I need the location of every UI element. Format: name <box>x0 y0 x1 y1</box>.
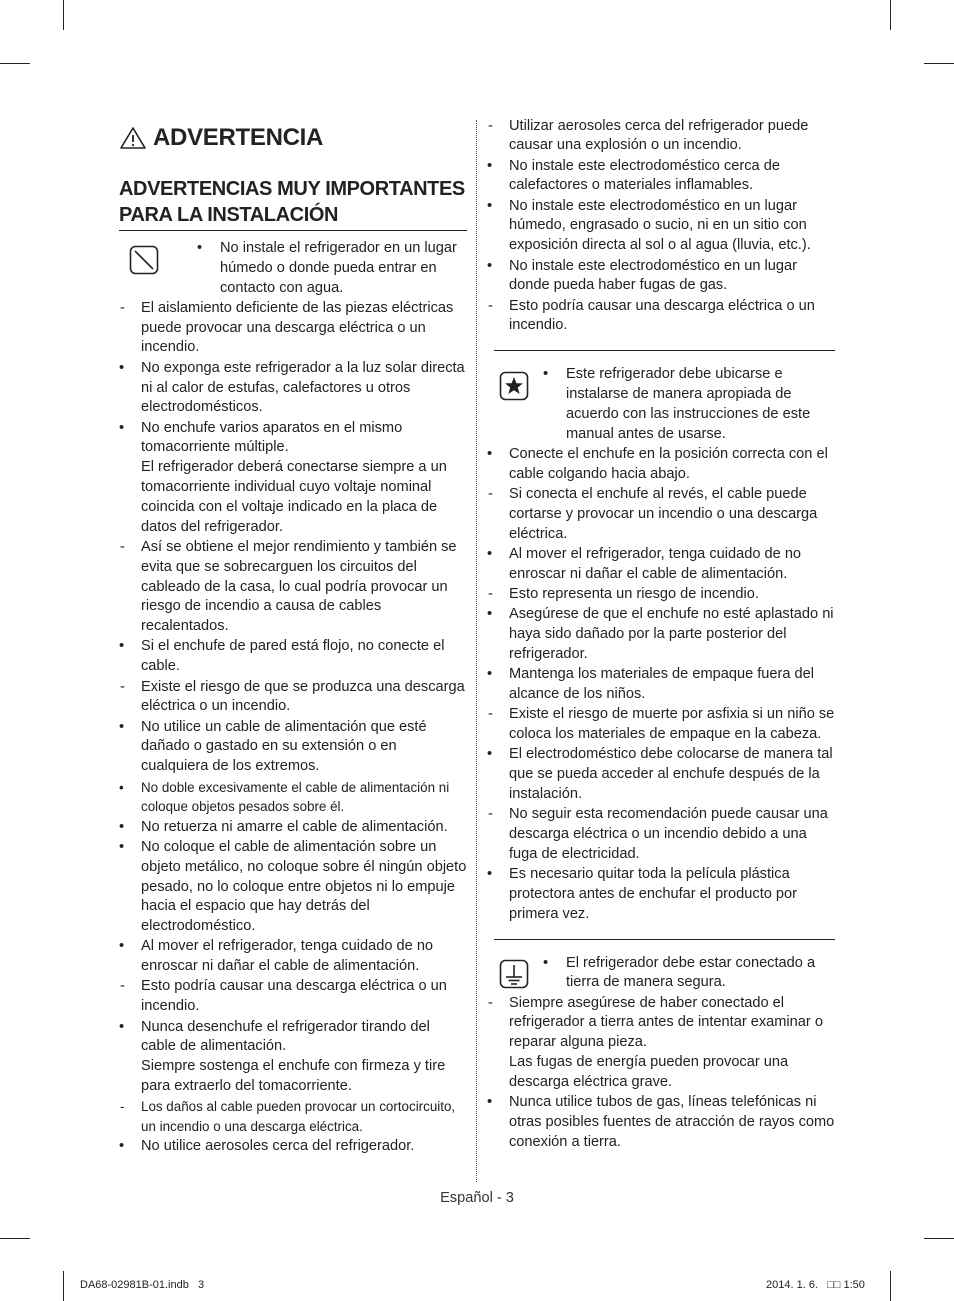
crop-mark <box>924 63 954 64</box>
list-item-text: Mantenga los materiales de empaque fuera del alcance de los niños. <box>509 666 815 703</box>
list-marker: - <box>488 117 493 134</box>
crop-mark <box>63 1271 64 1301</box>
list-item-text: El refrigerador deberá conectarse siempre a un tomacorriente individual cuyo voltaje nominal coincida con el voltaje indicado en la placa de datos del refrigerador. <box>141 459 447 535</box>
list-marker: - <box>120 678 125 695</box>
list-item-text: No instale este electrodoméstico cerca de calefactores o materiales inflamables. <box>509 157 780 194</box>
list-item <box>487 705 835 745</box>
list-item <box>487 257 835 297</box>
list-item-text: No instale este electrodoméstico en un lugar húmedo, engrasado o sucio, ni en un sitio con exposición directa al sol o al agua (lluvia, etc.). <box>509 197 811 254</box>
list-marker: - <box>120 1099 125 1115</box>
list-item <box>119 937 467 977</box>
crop-mark <box>890 0 891 30</box>
list-item-text: El electrodoméstico debe colocarse de manera tal que se pueda acceder al enchufe después de la instalación. <box>509 746 833 802</box>
list-item-text: Nunca desenchufe el refrigerador tirando del cable de alimentación. <box>141 1018 430 1055</box>
list-item <box>119 1018 467 1097</box>
list-item-text: No doble excesivamente el cable de alimentación ni coloque objetos pesados sobre él. <box>141 779 450 815</box>
list-marker: • <box>487 257 493 274</box>
list-marker: • <box>487 866 493 883</box>
list-item-text: Esto representa un riesgo de incendio. <box>509 586 759 603</box>
list-item-text: No seguir esta recomendación puede causar una descarga eléctrica o un incendio debido a una fuga de electricidad. <box>509 806 828 862</box>
list-item <box>487 197 835 256</box>
crop-mark <box>63 0 64 30</box>
list-item <box>487 665 835 705</box>
crop-mark <box>0 63 30 64</box>
ground-header <box>487 954 835 994</box>
page-number: Español - 3 <box>440 1190 514 1206</box>
list-marker: - <box>120 299 125 316</box>
list-item <box>119 977 467 1017</box>
list-marker: • <box>119 818 125 835</box>
list-item <box>487 157 835 197</box>
list-item <box>487 545 835 585</box>
list-item-text: Nunca utilice tubos de gas, líneas telefónicas ni otras posibles fuentes de atracción de rayos como conexión a tierra. <box>509 1094 835 1150</box>
list-item-text: Esto podría causar una descarga eléctrica o un incendio. <box>141 978 447 1015</box>
list-item <box>119 1137 467 1157</box>
right-top-list <box>487 117 835 337</box>
list-item: • Este refrigerador debe ubicarse e instalarse de manera apropiada de acuerdo con las instrucciones de este manual antes de usarse. <box>543 366 811 442</box>
left-column <box>119 122 467 1157</box>
section-title: ADVERTENCIAS MUY IMPORTANTES PARA LA INSTALACIÓN <box>119 176 467 231</box>
list-item <box>119 1097 467 1137</box>
crop-mark <box>890 1271 891 1301</box>
prohibition-icon <box>129 245 159 275</box>
list-marker: • <box>119 838 125 855</box>
list-item <box>119 637 467 677</box>
crop-mark <box>0 1238 30 1239</box>
slug-file: DA68-02981B-01.indb 3 <box>80 1279 205 1291</box>
list-item <box>487 605 835 664</box>
list-marker: • <box>487 746 493 763</box>
right-mid-list <box>487 445 835 925</box>
list-item-text: No enchufe varios aparatos en el mismo tomacorriente múltiple. <box>141 419 403 456</box>
list-item <box>487 1093 835 1152</box>
list-item <box>119 778 467 818</box>
list-item-text: No utilice aerosoles cerca del refrigerador. <box>141 1138 415 1155</box>
list-marker: • <box>119 779 124 795</box>
column-divider <box>476 120 477 1182</box>
list-item <box>119 359 467 418</box>
list-item <box>487 585 835 605</box>
list-item <box>119 299 467 358</box>
list-item-text: Siempre asegúrese de haber conectado el refrigerador a tierra antes de intentar examinar o reparar alguna pieza. <box>509 994 823 1051</box>
divider <box>494 939 835 940</box>
list-item: • No instale el refrigerador en un lugar húmedo o donde pueda entrar en contacto con agua. <box>197 240 457 296</box>
list-item-text: No utilice un cable de alimentación que esté dañado o gastado en su extensión o en cualquiera de los extremos. <box>141 718 427 775</box>
list-marker: - <box>488 706 493 723</box>
list-item <box>119 818 467 838</box>
ground-icon <box>499 959 529 989</box>
slug-date: 2014. 1. 6. □□ 1:50 <box>766 1279 865 1291</box>
crop-mark <box>924 1238 954 1239</box>
list-marker: - <box>488 994 493 1011</box>
list-item <box>487 297 835 337</box>
list-item-text: Si el enchufe de pared está flojo, no conecte el cable. <box>141 638 445 675</box>
list-marker: • <box>487 666 493 683</box>
list-item <box>487 805 835 864</box>
page-title-text: ADVERTENCIA <box>153 124 324 151</box>
list-item-text: No coloque el cable de alimentación sobre un objeto metálico, no coloque sobre él ningún objeto pesado, no lo coloque entre objetos ni lo empuje hacia el espacio que hay detrás del electrodoméstico. <box>141 838 467 935</box>
list-item-text: No exponga este refrigerador a la luz solar directa ni al calor de estufas, calefactores u otros electrodomésticos. <box>141 359 465 416</box>
list-marker: • <box>119 718 125 735</box>
list-marker: • <box>487 1094 493 1111</box>
list-item-text: Los daños al cable pueden provocar un cortocircuito, un incendio o una descarga eléctrica. <box>141 1099 456 1135</box>
list-item-text: Asegúrese de que el enchufe no esté aplastado ni haya sido dañado por la parte posterior del refrigerador. <box>509 606 834 662</box>
page-title <box>119 122 467 154</box>
list-item-text: El aislamiento deficiente de las piezas eléctricas puede provocar una descarga eléctrica o un incendio. <box>141 299 454 356</box>
list-marker: • <box>119 419 125 436</box>
list-marker: • <box>487 606 493 623</box>
list-item-text: Así se obtiene el mejor rendimiento y también se evita que se sobrecarguen los circuitos del cableado de la casa, lo cual podría provocar un riesgo de incendio a causa de cables recalentados. <box>141 538 457 635</box>
star-icon <box>499 371 529 401</box>
list-marker: • <box>119 938 125 955</box>
list-item-text: Al mover el refrigerador, tenga cuidado de no enroscar ni dañar el cable de alimentación. <box>509 545 802 582</box>
list-item <box>119 538 467 637</box>
list-item-text: Si conecta el enchufe al revés, el cable puede cortarse y provocar un incendio o una descarga eléctrica. <box>509 486 818 542</box>
list-marker: • <box>119 1018 125 1035</box>
list-item-text: Al mover el refrigerador, tenga cuidado de no enroscar ni dañar el cable de alimentación. <box>141 938 434 975</box>
list-item-text: No retuerza ni amarre el cable de alimentación. <box>141 818 448 835</box>
divider <box>494 350 835 351</box>
list-item-text: Existe el riesgo de muerte por asfixia si un niño se coloca los materiales de empaque en la cabeza. <box>509 706 835 743</box>
list-marker: - <box>120 538 125 555</box>
list-item <box>487 865 835 924</box>
list-item-text: Las fugas de energía pueden provocar una descarga eléctrica grave. <box>509 1054 789 1090</box>
list-marker: • <box>119 359 125 376</box>
list-item-text: Esto podría causar una descarga eléctrica o un incendio. <box>509 297 815 334</box>
list-item <box>119 838 467 937</box>
list-item-text: Utilizar aerosoles cerca del refrigerador puede causar una explosión o un incendio. <box>509 117 809 154</box>
list-item-text: Es necesario quitar toda la película plástica protectora antes de enchufar el producto por primera vez. <box>509 866 798 922</box>
list-marker: - <box>488 486 493 503</box>
right-bottom-list <box>487 994 835 1153</box>
warning-icon <box>119 126 147 150</box>
list-item-text: No instale este electrodoméstico en un lugar donde pueda haber fugas de gas. <box>509 257 797 294</box>
list-item-text: Existe el riesgo de que se produzca una descarga eléctrica o un incendio. <box>141 678 465 715</box>
list-item <box>119 718 467 777</box>
right-column <box>487 116 835 1153</box>
list-item <box>119 419 467 538</box>
list-item <box>487 994 835 1093</box>
prohibition-header <box>119 239 467 298</box>
list-item <box>487 117 835 157</box>
list-marker: - <box>488 297 493 314</box>
list-item-text: Conecte el enchufe en la posición correcta con el cable colgando hacia abajo. <box>509 445 828 482</box>
list-marker: - <box>488 806 493 823</box>
list-item: • El refrigerador debe estar conectado a tierra de manera segura. <box>543 954 816 991</box>
star-header <box>487 365 835 444</box>
left-list <box>119 299 467 1157</box>
list-marker: - <box>488 586 493 603</box>
list-item <box>487 745 835 804</box>
list-item-text: Siempre sostenga el enchufe con firmeza y tire para extraerlo del tomacorriente. <box>141 1058 446 1094</box>
list-item <box>487 445 835 485</box>
list-marker: • <box>119 638 125 655</box>
list-marker: • <box>487 157 493 174</box>
list-item <box>119 678 467 718</box>
list-marker: • <box>487 445 493 462</box>
list-item <box>487 485 835 544</box>
list-marker: • <box>119 1138 125 1155</box>
list-marker: • <box>487 545 493 562</box>
list-marker: • <box>487 197 493 214</box>
list-marker: - <box>120 978 125 995</box>
